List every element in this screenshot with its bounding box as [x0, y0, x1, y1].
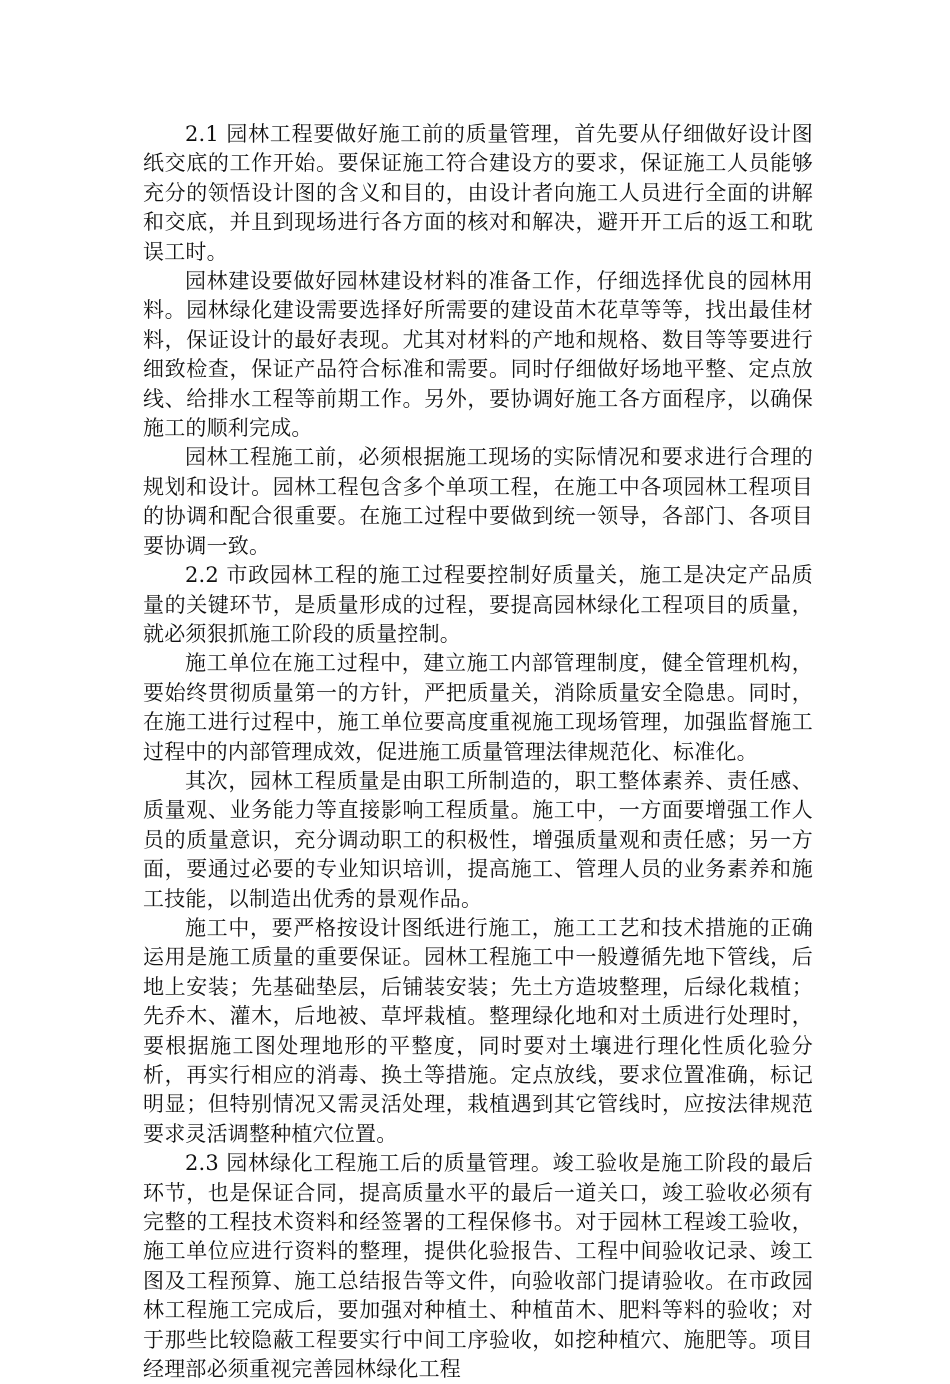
paragraph-staff-quality: 其次，园林工程质量是由职工所制造的，职工整体素养、责任感、质量观、业务能力等直接影响工程质量。施工中，一方面要增强工作人员的质量意识，充分调动职工的积极性，增强质量观和责任感；另一方面，要通过必要的专业知识培训，提高施工、管理人员的业务素养和施工技能，以制造出优秀的景观作品。	[143, 768, 813, 911]
paragraph-materials: 园林建设要做好园林建设材料的准备工作，仔细选择优良的园林用料。园林绿化建设需要选择好所需要的建设苗木花草等等，找出最佳材料，保证设计的最好表现。尤其对材料的产地和规格、数目等等要进行细致检查，保证产品符合标准和需要。同时仔细做好场地平整、定点放线、给排水工程等前期工作。另外，要协调好施工各方面程序，以确保施工的顺利完成。	[143, 269, 813, 441]
paragraph-planning: 园林工程施工前，必须根据施工现场的实际情况和要求进行合理的规划和设计。园林工程包含多个单项工程，在施工中各项园林工程项目的协调和配合很重要。在施工过程中要做到统一领导，各部门、各项目要协调一致。	[143, 445, 813, 558]
paragraph-2-3: 2.3 园林绿化工程施工后的质量管理。竣工验收是施工阶段的最后环节，也是保证合同，提高质量水平的最后一道关口，竣工验收必须有完整的工程技术资料和经签署的工程保修书。对于园林工程竣工验收，施工单位应进行资料的整理，提供化验报告、工程中间验收记录、竣工图及工程预算、施工总结报告等文件，向验收部门提请验收。在市政园林工程施工完成后，要加强对种植土、种植苗木、肥料等料的验收；对于那些比较隐蔽工程要实行中间工序验收，如挖种植穴、施肥等。项目经理部必须重视完善园林绿化工程	[143, 1151, 813, 1382]
paragraph-construction-order: 施工中，要严格按设计图纸进行施工，施工工艺和技术措施的正确运用是施工质量的重要保证。园林工程施工中一般遵循先地下管线，后地上安装；先基础垫层，后铺装安装；先土方造坡整理，后绿化栽植；先乔木、灌木，后地被、草坪栽植。整理绿化地和对土质进行处理时，要根据施工图处理地形的平整度，同时要对土壤进行理化性质化验分析，再实行相应的消毒、换土等措施。定点放线，要求位置准确，标记明显；但特别情况又需灵活处理，栽植遇到其它管线时，应按法律规范要求灵活调整种植穴位置。	[143, 915, 813, 1146]
document-body	[143, 120, 813, 1384]
paragraph-2-1: 2.1 园林工程要做好施工前的质量管理，首先要从仔细做好设计图纸交底的工作开始。要保证施工符合建设方的要求，保证施工人员能够充分的领悟设计图的含义和目的，由设计者向施工人员进行全面的讲解和交底，并且到现场进行各方面的核对和解决，避开开工后的返工和耽误工时。	[143, 122, 813, 264]
paragraph-2-2: 2.2 市政园林工程的施工过程要控制好质量关，施工是决定产品质量的关键环节，是质量形成的过程，要提高园林绿化工程项目的质量，就必须狠抓施工阶段的质量控制。	[143, 563, 813, 646]
paragraph-management: 施工单位在施工过程中，建立施工内部管理制度，健全管理机构，要始终贯彻质量第一的方针，严把质量关，消除质量安全隐患。同时，在施工进行过程中，施工单位要高度重视施工现场管理，加强监督施工过程中的内部管理成效，促进施工质量管理法律规范化、标准化。	[143, 651, 813, 764]
